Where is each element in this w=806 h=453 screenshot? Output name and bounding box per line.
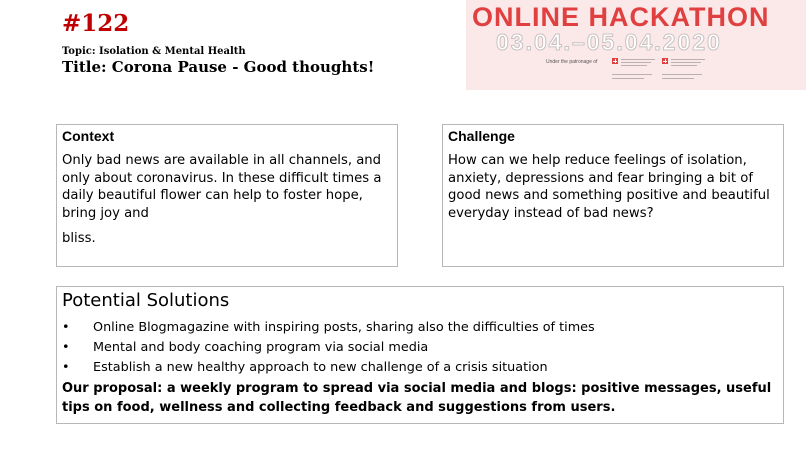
context-body: Only bad news are available in all channels, and only about coronavirus. In these difficult times a daily beautiful flower can help to foster hope, bring joy and bbox=[62, 153, 382, 221]
fineprint-line bbox=[621, 62, 651, 63]
header-number: #122 bbox=[62, 10, 130, 37]
swiss-flag-icon bbox=[662, 58, 668, 64]
fineprint-line bbox=[621, 65, 647, 66]
fineprint-line bbox=[662, 74, 702, 75]
fineprint-line bbox=[621, 59, 655, 60]
hackathon-banner bbox=[466, 0, 806, 90]
challenge-body: How can we help reduce feelings of isolation, anxiety, depressions and fear bringing a bit of good news and something positive and beautiful everyday instead of bad news? bbox=[448, 153, 770, 221]
header-title: Title: Corona Pause - Good thoughts! bbox=[62, 58, 375, 76]
swiss-flag-icon bbox=[612, 58, 618, 64]
banner-patronage: Under the patronage of bbox=[546, 59, 598, 65]
context-body-continued: bliss. bbox=[62, 231, 96, 246]
fineprint-line bbox=[612, 78, 644, 79]
challenge-heading: Challenge bbox=[448, 128, 515, 144]
banner-title: ONLINE HACKATHON bbox=[472, 2, 770, 32]
solutions-heading: Potential Solutions bbox=[62, 290, 230, 311]
context-box bbox=[56, 124, 398, 267]
list-item bbox=[62, 358, 778, 378]
solutions-box bbox=[56, 286, 784, 424]
fineprint-line bbox=[612, 74, 652, 75]
list-item bbox=[62, 318, 778, 338]
solutions-list bbox=[62, 318, 778, 378]
proposal-text: Our proposal: a weekly program to spread via social media and blogs: positive messages, useful tips on food, wellness and collecting feedback and suggestions from users. bbox=[62, 381, 772, 415]
context-heading: Context bbox=[62, 128, 115, 144]
bullet-icon: • bbox=[62, 360, 70, 375]
header-topic: Topic: Isolation & Mental Health bbox=[62, 46, 246, 57]
fineprint-line bbox=[662, 78, 694, 79]
bullet-icon: • bbox=[62, 340, 70, 355]
fineprint-line bbox=[671, 59, 705, 60]
list-item-text: Mental and body coaching program via social media bbox=[93, 340, 429, 355]
fineprint-line bbox=[671, 62, 701, 63]
list-item bbox=[62, 338, 778, 358]
list-item-text: Online Blogmagazine with inspiring posts, sharing also the difficulties of times bbox=[93, 320, 595, 335]
list-item-text: Establish a new healthy approach to new challenge of a crisis situation bbox=[93, 360, 548, 375]
banner-dates: 03.04.–05.04.2020 bbox=[496, 29, 722, 55]
bullet-icon: • bbox=[62, 320, 70, 335]
fineprint-line bbox=[671, 65, 697, 66]
challenge-box bbox=[442, 124, 784, 267]
